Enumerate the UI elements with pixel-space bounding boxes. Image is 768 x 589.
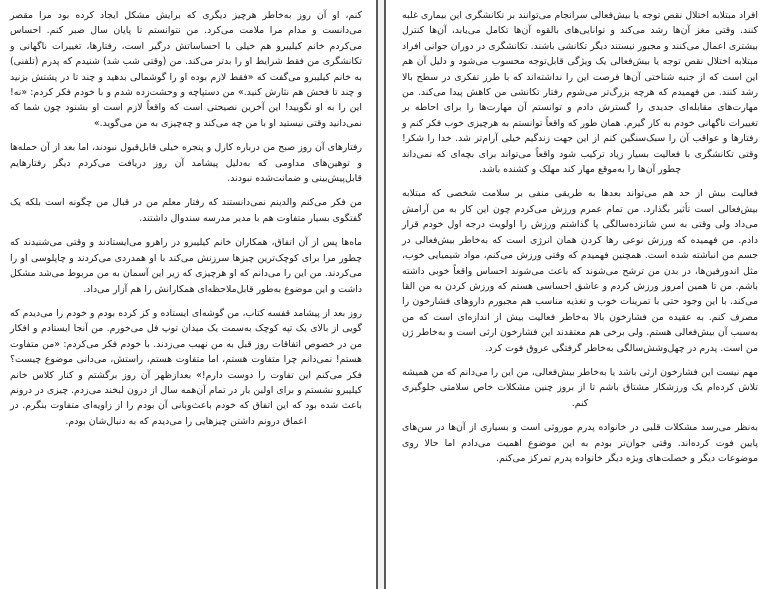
right-page [384,0,768,589]
left-paragraph-5: روز بعد از پیشامد قفسه کتاب، من گوشه‌ای ایستاده و کز کرده بودم و خودم را می‌دیدم که گویی از بالای یک تپه کوچک به‌سمت یک میدان توپ فل می‌خورم. من آنجا ایستادم و افکار من در خصوص اتفاقات روز قبل به من نهیب می‌زدند. با خودم فکر می‌کردم: «من متفاوت هستم! نمی‌دانم چرا متفاوت هستم، اما متفاوت هستم، راستش، می‌دانی موضوع چیست؟ فکر می‌کنم این تفاوت را دوست دارم!» بعدازظهر آن روز برگشتم و کنار کلاس خانم کیلیبرو نشستم و برای اولین بار در تمام آن‌همه سال از درون لبخند می‌زدم. چیزی در درونم باعث شده بود که این اتفاق که خودم باعث‌وبانی آن بودم را از زاویه‌ای متفاوت بنگرم. در اعماق درونم داشتن چیزهایی را می‌دیدم که به دنبال‌شان بودم. [10,307,362,427]
right-paragraph-4: به‌نظر می‌رسد مشکلات قلبی در خانواده پدرم موروثی است و بسیاری از آن‌ها در سن‌های پایین فوت کرده‌اند. وقتی جوان‌تر بودم به این موضوع اهمیت می‌دادم اما حالا روی موضوعات دیگر و خصلت‌های ویژه دیگر خانواده پدرم تمرکز می‌کنم. [402,422,758,464]
right-paragraph-1: افراد مبتلابه اختلال نقص توجه یا بیش‌فعالی سرانجام می‌توانند بر تکانشگری این بیماری غلبه کنند. وقتی مغز آن‌ها رشد می‌کند و توانایی‌های بالقوه آن‌ها تکامل می‌یابد، آن‌ها کنترل بیشتری اعمال می‌کنند و مجبور نیستند دیگر تکانشی باشند. تکانشگری در دوران جوانی افراد مبتلابه اختلال نقص توجه یا بیش‌فعالی یک ویژگی قابل‌توجه محسوب می‌شود و دلیل آن هم این است که از جنبه شناختی آن‌ها فرصت این را نداشته‌اند که با طرز تفکری در سطح بالا رشد کنند. من فهمیدم که هرچه بزرگ‌تر می‌شوم رفتار تکانشی من کاهش پیدا می‌کند. من مهارت‌های مقابله‌ای جدیدی را گسترش دادم و توانستم آن مهارت‌ها را برای احاطه بر تغییرات ناگهانی خودم به کار گیرم. همان طور که واقعاً توانستم به هرچیزی خوب فکر کنم و رفتارها و عواقب آن را سبک‌سنگین کنم از این جهت زندگیم خیلی آرام‌تر شد. خدا را شکر! وقتی تکانشگری با فعالیت بسیار زیاد ترکیب شود واقعاً می‌تواند برای بچه‌ای که نمی‌داند چطور آن‌ها را به‌موقع مهار کند مهلک و کشنده باشد. [402,10,758,176]
left-paragraph-4: ماه‌ها پس از آن اتفاق، همکاران خانم کیلیبرو در راهرو می‌ایستادند و وقتی می‌شنیدند که چطور مرا برای کوچک‌ترین چیزها سرزنش می‌کند با او همدردی می‌کردند و چاپلوسی او را می‌کردند. من این را می‌دانم که او هرچیزی که زیر این آسمان به من مربوط می‌شد مشکل داشت و این موضوع به‌طور قابل‌ملاحظه‌ای همکارانش را هم آزار می‌داد. [10,237,362,295]
left-paragraph-3: من فکر می‌کنم والدینم نمی‌دانستند که رفتار معلم من در قبال من چگونه است بلکه یک گفتگوی بسیار متفاوت هم با مدیر مدرسه سندوال داشتند. [10,197,362,224]
right-paragraph-2: فعالیت بیش از حد هم می‌تواند بعدها به طریقی منفی بر سلامت شخصی که مبتلابه بیش‌فعالی است تأثیر بگذارد. من تمام عمرم ورزش می‌کردم چون این کار به من آرامش می‌داد ولی وقتی به سن شانزده‌سالگی پا گذاشتم ورزش را اولویت درجه اول خودم قرار دادم. من فهمیده که ورزش نوعی رها کردن همان انرژی است که به‌خاطر بیش‌فعالی در جسم من انباشته شده است. همچنین فهمیدم که وقتی ورزش می‌کنم، مواد شیمیایی خوب، مثل اندورفین‌ها، در بدن من ترشح می‌شوند که باعث می‌شوند احساس واقعاً خوبی داشته باشم. من تا همین امروز ورزش کردم و عاشق احساسی هستم که ورزش کردن به من القا می‌کند. با این وجود حتی با تمرینات خوب و تغذیه مناسب هم مجبورم داروهای فشارخون را مصرف کنم. به عقیده من فشارخون بالا به‌خاطر فعالیت بیش از اندازه‌ای است که من به‌سبب آن بیش‌فعالی هستم. ولی برخی هم معتقدند این فشارخون ارثی است و به‌خاطر ژن من است. پدرم در چهل‌وشش‌سالگی به‌خاطر گرفتگی عروق فوت کرد. [402,188,758,354]
left-paragraph-2: رفتارهای آن روز صبح من درباره کارل و پنجره خیلی قابل‌قبول نبودند، اما بعد از آن حمله‌ها و توهین‌های مداومی که به‌دلیل پیشامد آن روز دریافت می‌کردم دیگر رفتارهایم قابل‌پیش‌بینی و ضمانت‌شده نبودند. [10,142,362,185]
left-paragraph-1: کنم، او آن روز به‌خاطر هرچیز دیگری که برایش مشکل ایجاد کرده بود مرا مقصر می‌دانست و مدام مرا ملامت می‌کرد. من نتوانستم تا پایان سال صبر کنم. احساس می‌کردم خانم کیلیبرو هم خیلی با احساساتش درگیر است، رفتارها، تغییرات ناگهانی و تکانشگری من فقط شرایط او را بدتر می‌کند. من (وقتی شب شد) شنیدم که پدرم (تلفنی) به خانم کیلیبرو می‌گفت که «فقط لازم بوده او را گوشمالی بدهید و چند تا در پشتش بزنید و چند تا فحش هم نثارش کنید.» من دستپاچه و وحشت‌زده شدم و با خودم فکر کردم: «نه! این را به او نگویید! این آخرین نصیحتی است که واقعاً لازم است او بشنود چون شما که نمی‌دانید وقتی نیستید او با من چه می‌کند و چه‌چیزی به من می‌گوید.» [10,10,362,129]
right-paragraph-3: مهم نیست این فشارخون ارثی باشد یا به‌خاطر بیش‌فعالی، من این را می‌دانم که من همیشه تلاش کرده‌ام یک ورزشکار مشتاق باشم تا از بروز چنین مشکلات خاص سلامتی جلوگیری کنم. [402,366,758,409]
left-page [0,0,378,589]
